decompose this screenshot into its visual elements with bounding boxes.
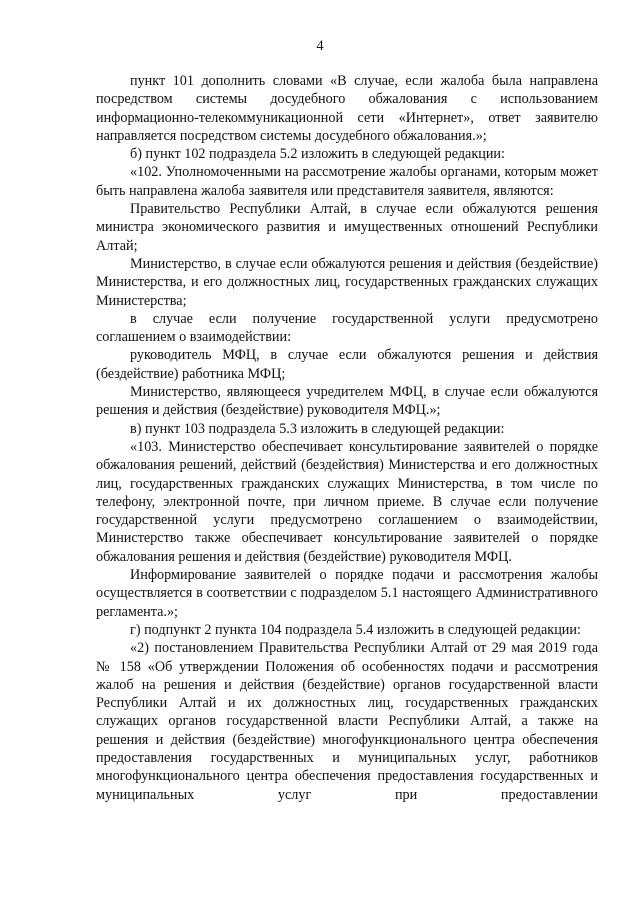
- page-number: 4: [316, 38, 324, 54]
- paragraph-5: Министерство, в случае если обжалуются решения и действия (бездействие) Министерства, и его должностных лиц, государственных гражданских служащих Министерства;: [96, 255, 598, 309]
- paragraph-13: «2) постановлением Правительства Республики Алтай от 29 мая 2019 года № 158 «Об утверждении Положения об особенностях подачи и рассмотрения жалоб на решения и действия (бездействие) органов государственной власти Республики Алтай и их должностных лиц, государственных гражданских служащих органов государственной власти Республики Алтай, а также на решения и действия (бездействие) многофункционального центра обеспечения предоставления государственных и муниципальных услуг, работников многофункционального центра обеспечения предоставления государственных и муниципальных услуг при предоставлении: [96, 640, 598, 803]
- document-body: [96, 72, 598, 804]
- paragraph-2: б) пункт 102 подраздела 5.2 изложить в следующей редакции:: [130, 146, 505, 163]
- paragraph-11: Информирование заявителей о порядке подачи и рассмотрения жалобы осуществляется в соответствии с подразделом 5.1 настоящего Административного регламента.»;: [96, 567, 598, 620]
- paragraph-7: руководитель МФЦ, в случае если обжалуются решения и действия (бездействие) работника МФЦ;: [96, 347, 598, 382]
- paragraph-12: г) подпункт 2 пункта 104 подраздела 5.4 изложить в следующей редакции:: [130, 621, 581, 638]
- paragraph-8: Министерство, являющееся учредителем МФЦ, в случае если обжалуются решения и действия (бездействие) руководителя МФЦ.»;: [96, 384, 598, 419]
- paragraph-6: в случае если получение государственной услуги предусмотрено соглашением о взаимодействии:: [96, 310, 598, 346]
- paragraph-1: пункт 101 дополнить словами «В случае, если жалоба была направлена посредством системы досудебного обжалования с использованием информационно-телекоммуникационной сети «Интернет», ответ заявителю направляется посредством системы досудебного обжалования.»;: [96, 73, 598, 144]
- paragraph-10: «103. Министерство обеспечивает консультирование заявителей о порядке обжалования решений, действий (бездействия) Министерства и его должностных лиц, государственных гражданских служащих Министерства, в том числе по телефону, электронной почте, при личном приеме. В случае если получение государственной услуги предусмотрено соглашением о взаимодействии, Министерство также обеспечивает консультирование заявителей о порядке обжалования решения и действия (бездействие) руководителя МФЦ.: [96, 438, 598, 565]
- paragraph-3: «102. Уполномоченными на рассмотрение жалобы органами, которым может быть направлена жалоба заявителя или представителя заявителя, являются:: [96, 164, 598, 199]
- paragraph-4: Правительство Республики Алтай, в случае если обжалуются решения министра экономического развития и имущественных отношений Республики Алтай;: [96, 201, 598, 254]
- paragraph-9: в) пункт 103 подраздела 5.3 изложить в следующей редакции:: [130, 420, 505, 437]
